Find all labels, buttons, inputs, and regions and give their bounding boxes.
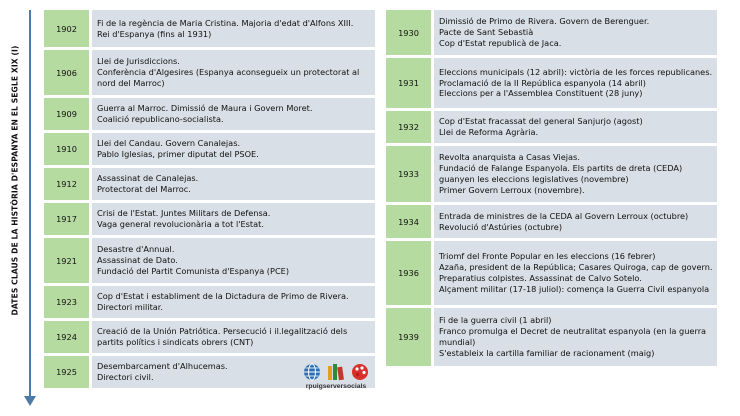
event-line: Conferència d'Algesires (Espanya aconsegueix un protectorat al nord del Marroc): [97, 67, 360, 88]
timeline-row: [386, 146, 717, 205]
event-line: Directori civil.: [97, 372, 154, 382]
timeline-row: [44, 321, 375, 356]
event-line: Directori militar.: [97, 302, 164, 312]
event-cell: [89, 168, 375, 200]
event-line: Llei de Jurisdiccions.: [97, 56, 180, 67]
timeline-table-right: [386, 10, 717, 369]
timeline-row: [44, 10, 375, 50]
timeline-row: [386, 111, 717, 146]
event-line: Vaga general revolucionària a tot l'Estat.: [97, 219, 264, 229]
event-line: S'estableix la cartilla familiar de racionament (maig): [439, 347, 655, 358]
event-line: Revolució d'Astúries (octubre): [439, 221, 563, 232]
globe-icon: [303, 363, 321, 381]
books-icon: [327, 363, 345, 381]
palette-icon: [351, 363, 369, 381]
timeline-arrow-head-icon: [24, 396, 36, 406]
event-line: Assassinat de Dato.: [97, 255, 178, 266]
event-line: Fundació de Falange Espanyola. Els partits de dreta (CEDA) guanyen les eleccions legislatives (novembre): [439, 163, 683, 184]
year-cell: 1936: [386, 241, 431, 305]
event-line: Cop d'Estat i establiment de la Dictadura de Primo de Rivera.: [97, 291, 349, 302]
timeline-row: [44, 98, 375, 133]
year-cell: 1921: [44, 238, 89, 283]
year-cell: 1910: [44, 133, 89, 165]
event-cell: [431, 111, 717, 143]
event-line: Preparatius colpistes. Assassinat de Calvo Sotelo.: [439, 273, 642, 283]
event-line: Rei d'Espanya (fins al 1931): [97, 28, 212, 39]
timeline-row: [44, 286, 375, 321]
event-cell: [431, 241, 717, 305]
event-line: Primer Govern Lerroux (novembre).: [439, 184, 585, 195]
year-cell: 1931: [386, 58, 431, 108]
timeline-row: [386, 10, 717, 58]
timeline-row: [44, 168, 375, 203]
year-cell: 1909: [44, 98, 89, 130]
event-line: Entrada de ministres de la CEDA al Govern Lerroux (octubre): [439, 210, 689, 221]
year-cell: 1912: [44, 168, 89, 200]
year-cell: 1925: [44, 356, 89, 388]
timeline-row: [44, 50, 375, 98]
event-line: Triomf del Fronte Popular en les eleccions (16 febrer): [439, 251, 656, 262]
event-line: Revolta anarquista a Casas Viejas.: [439, 152, 580, 163]
event-line: Pablo Iglesias, primer diputat del PSOE.: [97, 149, 259, 159]
year-cell: 1923: [44, 286, 89, 318]
event-line: Fi de la regència de Maria Cristina. Majoria d'edat d'Alfons XIII.: [97, 17, 354, 28]
event-cell: [431, 58, 717, 108]
event-cell: [431, 205, 717, 238]
event-line: Guerra al Marroc. Dimissió de Maura i Govern Moret.: [97, 103, 313, 114]
year-cell: 1924: [44, 321, 89, 353]
event-line: Fundació del Partit Comunista d'Espanya (PCE): [97, 265, 290, 276]
event-cell: [89, 286, 375, 318]
event-line: Azaña, president de la República; Casares Quiroga, cap de govern.: [439, 262, 713, 273]
event-line: Desastre d'Annual.: [97, 244, 175, 255]
event-cell: [89, 10, 375, 47]
year-cell: 1934: [386, 205, 431, 238]
event-line: Pacte de Sant Sebastià: [439, 27, 534, 38]
event-line: Llei del Candau. Govern Canalejas.: [97, 138, 241, 149]
event-cell: [89, 321, 375, 353]
event-cell: [89, 238, 375, 283]
event-line: Fi de la guerra civil (1 abril): [439, 315, 552, 326]
event-line: Franco promulga el Decret de neutralitat espanyola (en la guerra mundial): [439, 326, 707, 347]
event-cell: [431, 146, 717, 202]
event-line: Cop d'Estat fracassat del general Sanjurjo (agost): [439, 116, 643, 127]
event-cell: [89, 203, 375, 235]
event-line: Assassinat de Canalejas.: [97, 173, 199, 184]
timeline-row: [44, 203, 375, 238]
timeline-row: [44, 238, 375, 286]
event-line: Creació de la Unión Patriótica. Persecució i il.legalització dels partits polítics i sindicats obrers (CNT): [97, 326, 348, 347]
side-title: [4, 10, 26, 350]
year-cell: 1930: [386, 10, 431, 55]
year-cell: 1939: [386, 308, 431, 366]
event-line: Desembarcament d'Alhucemas.: [97, 361, 228, 372]
side-title-text: DATES CLAUS DE LA HISTÒRIA D'ESPANYA EN EL SEGLE XIX (I): [10, 44, 20, 316]
event-line: Coalició republicano-socialista.: [97, 114, 224, 124]
logo-text: rpuigserversocials: [305, 383, 367, 390]
event-cell: [89, 98, 375, 130]
event-cell: [89, 50, 375, 95]
timeline-row: [386, 205, 717, 241]
year-cell: 1933: [386, 146, 431, 202]
year-cell: 1902: [44, 10, 89, 47]
logo: [300, 361, 372, 405]
event-cell: [89, 133, 375, 165]
event-line: Eleccions per a l'Assemblea Constituent (28 juny): [439, 88, 643, 99]
timeline-row: [386, 308, 717, 369]
year-cell: 1917: [44, 203, 89, 235]
event-line: Dimissió de Primo de Rivera. Govern de Berenguer.: [439, 16, 650, 27]
timeline-row: [386, 241, 717, 308]
timeline-row: [44, 133, 375, 168]
event-line: Protectorat del Marroc.: [97, 184, 191, 194]
timeline-row: [386, 58, 717, 111]
timeline-table-left: [44, 10, 375, 391]
event-line: Alçament militar (17-18 juliol): comença la Guerra Civil espanyola: [439, 283, 710, 294]
event-cell: [431, 10, 717, 55]
year-cell: 1906: [44, 50, 89, 95]
event-cell: [431, 308, 717, 366]
event-line: Cop d'Estat republicà de Jaca.: [439, 37, 562, 48]
event-line: Eleccions municipals (12 abril): victòria de les forces republicanes. Proclamació de la II República espanyola (14 abril): [439, 66, 713, 88]
year-cell: 1932: [386, 111, 431, 143]
timeline-arrow-line: [29, 10, 31, 398]
event-line: Crisi de l'Estat. Juntes Militars de Defensa.: [97, 208, 271, 219]
event-line: Llei de Reforma Agrària.: [439, 127, 539, 137]
